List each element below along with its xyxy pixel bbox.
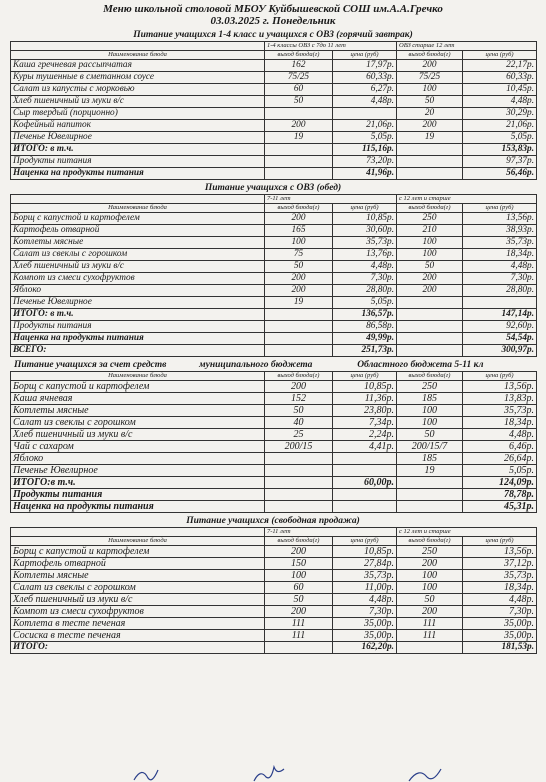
table-row: [11, 60, 537, 72]
dish-price: 35,73р.: [463, 405, 537, 417]
dish-weight: 100: [397, 237, 463, 249]
dish-price: 17,97р.: [333, 60, 397, 72]
dish-weight: 152: [265, 393, 333, 405]
dish-price: 23,80р.: [333, 405, 397, 417]
dish-weight: 25: [265, 429, 333, 441]
dish-price: 5,05р.: [333, 132, 397, 144]
table-row: [11, 381, 537, 393]
dish-price: 2,24р.: [333, 429, 397, 441]
dish-name: Салат из свеклы с горошком: [11, 417, 265, 429]
dish-weight: 50: [397, 594, 463, 606]
dish-weight: 200: [265, 606, 333, 618]
table-row: [11, 630, 537, 642]
dish-weight: 200: [397, 285, 463, 297]
dish-price: 27,84р.: [333, 558, 397, 570]
dish-price: 7,30р.: [463, 606, 537, 618]
dish-name: Борщ с капустой и картофелем: [11, 381, 265, 393]
dish-weight: 19: [265, 132, 333, 144]
dish-weight: 250: [397, 213, 463, 225]
dish-price: 4,48р.: [463, 429, 537, 441]
dish-weight: 100: [397, 570, 463, 582]
s4-rows: [11, 546, 537, 642]
dish-price: 60,33р.: [333, 72, 397, 84]
dish-price: 4,48р.: [333, 594, 397, 606]
dish-weight: 185: [397, 393, 463, 405]
dish-weight: [265, 453, 333, 465]
s1-total-label: ИТОГО: в т.ч.: [11, 144, 265, 156]
breakfast-table: 1-4 классы ОВЗ с 7до 11 лет ОВЗ старше 12 лет Наименование блюда выход блюда(г) цена (руб) выход блюда(г) цена (руб) Каша гречневая рассыпчатая 162 17,97р. 200 22,17р. Куры тушенные в сметанном соусе 75/25 60,33р. 75/25 60,33р. Салат из капусты с морковью 60 6,27р. 100 10,45р. Хлеб пшеничный из муки в/с 50 4,48р. 50 4,48р. Сыр твердый (порционно) 20 30,29р. Кофейный напиток 200 21,06р. 200 21,06р. Печенье Ювелирное 19 5,05р. 19 5,05р. ИТОГО: в т.ч. 115,16р. 153,83р. Продукты питания 73,20р. 97,37р. Наценка на продукты питания 41,96р. 56,46р.: [10, 41, 537, 180]
dish-weight: 111: [397, 618, 463, 630]
dish-weight: 50: [397, 261, 463, 273]
dish-weight: 100: [397, 84, 463, 96]
dish-price: 10,45р.: [463, 84, 537, 96]
dish-weight: 165: [265, 225, 333, 237]
dish-weight: 50: [265, 261, 333, 273]
date-line: 03.03.2025 г. Понедельник: [210, 15, 336, 27]
col-dish-name: Наименование блюда: [11, 51, 265, 60]
dish-price: 26,64р.: [463, 453, 537, 465]
dish-weight: 40: [265, 417, 333, 429]
table-row: [11, 297, 537, 309]
dish-price: 22,17р.: [463, 60, 537, 72]
dish-name: Салат из капусты с морковью: [11, 84, 265, 96]
dish-price: 13,56р.: [463, 381, 537, 393]
table-row: [11, 441, 537, 453]
dish-name: Котлета в тесте печеная: [11, 618, 265, 630]
dish-price: 35,00р.: [463, 618, 537, 630]
table-row: [11, 120, 537, 132]
dish-price: 35,00р.: [333, 618, 397, 630]
dish-name: Кофейный напиток: [11, 120, 265, 132]
table-row: [11, 237, 537, 249]
dish-weight: 60: [265, 582, 333, 594]
table-row: [11, 225, 537, 237]
dish-price: 10,85р.: [333, 213, 397, 225]
dish-weight: 50: [397, 429, 463, 441]
dish-name: Борщ с капустой и картофелем: [11, 213, 265, 225]
dish-weight: 50: [265, 594, 333, 606]
dish-weight: 162: [265, 60, 333, 72]
dish-name: Картофель отварной: [11, 558, 265, 570]
dish-name: Котлеты мясные: [11, 570, 265, 582]
dish-weight: 100: [265, 237, 333, 249]
dish-price: 21,06р.: [333, 120, 397, 132]
table-row: [11, 417, 537, 429]
s2-rows: [11, 213, 537, 309]
dish-name: Компот из смеси сухофруктов: [11, 273, 265, 285]
dish-price: 30,60р.: [333, 225, 397, 237]
dish-price: 10,85р.: [333, 546, 397, 558]
dish-price: 11,00р.: [333, 582, 397, 594]
table-row: [11, 405, 537, 417]
dish-price: 18,34р.: [463, 582, 537, 594]
dish-name: Каша ячневая: [11, 393, 265, 405]
dish-weight: 100: [397, 249, 463, 261]
dish-weight: 75: [265, 249, 333, 261]
school-title: Меню школьной столовой МБОУ Куйбышевской СОШ им.А.А.Гречко: [103, 3, 443, 15]
dish-weight: 100: [397, 405, 463, 417]
table-row: [11, 72, 537, 84]
table-row: [11, 570, 537, 582]
dish-price: 5,05р.: [463, 465, 537, 477]
dish-price: 60,33р.: [463, 72, 537, 84]
table-row: [11, 393, 537, 405]
dish-name: Хлеб пшеничный из муки в/с: [11, 429, 265, 441]
dish-weight: 50: [397, 96, 463, 108]
dish-weight: 200: [397, 606, 463, 618]
dish-name: Хлеб пшеничный из муки в/с: [11, 261, 265, 273]
table-row: [11, 429, 537, 441]
dish-price: [333, 453, 397, 465]
table-row: [11, 453, 537, 465]
dish-weight: 200: [397, 558, 463, 570]
dish-price: 28,80р.: [463, 285, 537, 297]
dish-name: Сосиска в тесте печеная: [11, 630, 265, 642]
dish-weight: 200: [265, 273, 333, 285]
s1-group-young: 1-4 классы ОВЗ с 7до 11 лет: [265, 42, 397, 51]
table-row: [11, 261, 537, 273]
dish-weight: 200/15: [265, 441, 333, 453]
dish-weight: 100: [265, 570, 333, 582]
dish-weight: 200/15/7: [397, 441, 463, 453]
dish-price: [333, 108, 397, 120]
table-row: [11, 213, 537, 225]
dish-name: Салат из свеклы с горошком: [11, 582, 265, 594]
dish-weight: 75/25: [265, 72, 333, 84]
dish-weight: 200: [397, 273, 463, 285]
table-row: [11, 546, 537, 558]
dish-price: 28,80р.: [333, 285, 397, 297]
dish-price: 10,85р.: [333, 381, 397, 393]
dish-name: Котлеты мясные: [11, 237, 265, 249]
dish-price: 13,56р.: [463, 213, 537, 225]
dish-name: Хлеб пшеничный из муки в/с: [11, 594, 265, 606]
free-sale-table: 7-11 лет с 12 лет и старше Наименование блюда выход блюда(г) цена (руб) выход блюда(г) цена (руб) Борщ с капустой и картофелем 200 10,85р. 250 13,56р. Картофель отварной 150 27,84р. 200 37,12р. Котлеты мясные 100 35,73р. 100 35,73р. Салат из свеклы с горошком 60 11,00р. 100 18,34р. Хлеб пшеничный из муки в/с 50 4,48р. 50 4,48р. Компот из смеси сухофруктов 200 7,30р. 200 7,30р. Котлета в тесте печеная 111 35,00р. 111 35,00р. Сосиска в тесте печеная 111 35,00р. 111 35,00р. ИТОГО: 162,20р. 181,53р.: [10, 527, 537, 654]
dish-price: 35,00р.: [463, 630, 537, 642]
table-row: [11, 465, 537, 477]
budget-table: Наименование блюда выход блюда(г) цена (руб) выход блюда(г) цена (руб) Борщ с капустой и картофелем 200 10,85р. 250 13,56р. Каша ячневая 152 11,36р. 185 13,83р. Котлеты мясные 50 23,80р. 100 35,73р. Салат из свеклы с горошком 40 7,34р. 100 18,34р. Хлеб пшеничный из муки в/с 25 2,24р. 50 4,48р. Чай с сахаром 200/15 4,41р. 200/15/7 6,46р. Яблоко 185 26,64р. Печенье Ювелирное 19 5,05р. ИТОГО:в т.ч. 60,00р. 124,09р. Продукты питания 78,78р. Наценка на продукты питания 45,31р.: [10, 371, 537, 513]
dish-weight: 60: [265, 84, 333, 96]
table-row: [11, 249, 537, 261]
dish-name: Печенье Ювелирное: [11, 297, 265, 309]
table-row: [11, 285, 537, 297]
dish-price: 35,73р.: [463, 237, 537, 249]
dish-price: 4,48р.: [463, 96, 537, 108]
dish-price: 4,41р.: [333, 441, 397, 453]
dish-price: 6,46р.: [463, 441, 537, 453]
dish-price: 7,30р.: [463, 273, 537, 285]
table-row: [11, 108, 537, 120]
dish-price: 4,48р.: [463, 261, 537, 273]
dish-weight: 185: [397, 453, 463, 465]
dish-price: 7,34р.: [333, 417, 397, 429]
s3-rows: [11, 381, 537, 477]
dish-weight: 210: [397, 225, 463, 237]
s4-title: Питание учащихся (свободная продажа): [186, 516, 360, 526]
dish-price: [463, 297, 537, 309]
dish-price: 38,93р.: [463, 225, 537, 237]
s1-group-old: ОВЗ старше 12 лет: [397, 42, 537, 51]
menu-sheet: [4, 0, 542, 782]
dish-price: 37,12р.: [463, 558, 537, 570]
lunch-ovz-table: 7-11 лет с 12 лет и старше Наименование блюда выход блюда(г) цена (руб) выход блюда(г) цена (руб) Борщ с капустой и картофелем 200 10,85р. 250 13,56р. Картофель отварной 165 30,60р. 210 38,93р. Котлеты мясные 100 35,73р. 100 35,73р. Салат из свеклы с горошком 75 13,76р. 100 18,34р. Хлеб пшеничный из муки в/с 50 4,48р. 50 4,48р. Компот из смеси сухофруктов 200 7,30р. 200 7,30р. Яблоко 200 28,80р. 200 28,80р. Печенье Ювелирное 19 5,05р. ИТОГО: в т.ч. 136,57р. 147,14р. Продукты питания 86,58р. 92,60р. Наценка на продукты питания 49,99р. 54,54р. ВСЕГО: 251,73р. 300,97р.: [10, 194, 537, 357]
dish-weight: 200: [265, 546, 333, 558]
dish-price: 4,48р.: [463, 594, 537, 606]
table-row: [11, 96, 537, 108]
s1-rows: [11, 60, 537, 144]
dish-name: Борщ с капустой и картофелем: [11, 546, 265, 558]
dish-price: 7,30р.: [333, 273, 397, 285]
dish-name: Чай с сахаром: [11, 441, 265, 453]
dish-weight: [397, 297, 463, 309]
dish-price: 13,83р.: [463, 393, 537, 405]
dish-weight: 250: [397, 546, 463, 558]
dish-weight: 200: [397, 60, 463, 72]
dish-price: 18,34р.: [463, 417, 537, 429]
s1-title: Питание учащихся 1-4 класс и учащихся с ОВЗ (горячий завтрак): [133, 30, 413, 40]
dish-name: Яблоко: [11, 453, 265, 465]
dish-weight: 111: [265, 630, 333, 642]
dish-weight: 100: [397, 582, 463, 594]
dish-weight: 20: [397, 108, 463, 120]
dish-weight: 100: [397, 417, 463, 429]
dish-price: 30,29р.: [463, 108, 537, 120]
dish-price: 7,30р.: [333, 606, 397, 618]
dish-weight: 200: [265, 120, 333, 132]
dish-name: Сыр твердый (порционно): [11, 108, 265, 120]
table-row: [11, 582, 537, 594]
dish-price: 11,36р.: [333, 393, 397, 405]
dish-price: 4,48р.: [333, 261, 397, 273]
menu-header: [4, 3, 542, 27]
dish-price: 18,34р.: [463, 249, 537, 261]
dish-price: 35,73р.: [463, 570, 537, 582]
s2-title: Питание учащихся с ОВЗ (обед): [204, 183, 342, 193]
table-row: [11, 132, 537, 144]
s3-title: Питание учащихся за счет средств муниципального бюджета Областного бюджета 5-11 кл: [14, 360, 484, 370]
dish-weight: [265, 108, 333, 120]
dish-weight: 200: [265, 213, 333, 225]
dish-name: Яблоко: [11, 285, 265, 297]
dish-price: 5,05р.: [463, 132, 537, 144]
dish-price: 21,06р.: [463, 120, 537, 132]
table-row: [11, 558, 537, 570]
dish-name: Хлеб пшеничный из муки в/с: [11, 96, 265, 108]
dish-name: Картофель отварной: [11, 225, 265, 237]
dish-weight: 19: [265, 297, 333, 309]
table-row: [11, 273, 537, 285]
dish-weight: 75/25: [397, 72, 463, 84]
dish-weight: 50: [265, 405, 333, 417]
dish-price: 35,00р.: [333, 630, 397, 642]
dish-price: 6,27р.: [333, 84, 397, 96]
dish-weight: 200: [265, 381, 333, 393]
dish-price: 5,05р.: [333, 297, 397, 309]
dish-weight: 111: [265, 618, 333, 630]
dish-price: 4,48р.: [333, 96, 397, 108]
dish-name: Каша гречневая рассыпчатая: [11, 60, 265, 72]
dish-weight: 19: [397, 132, 463, 144]
dish-price: 13,56р.: [463, 546, 537, 558]
dish-name: Куры тушенные в сметанном соусе: [11, 72, 265, 84]
table-row: [11, 594, 537, 606]
dish-price: 13,76р.: [333, 249, 397, 261]
dish-name: Печенье Ювелирное: [11, 132, 265, 144]
dish-price: 35,73р.: [333, 237, 397, 249]
dish-name: Котлеты мясные: [11, 405, 265, 417]
dish-price: [333, 465, 397, 477]
dish-price: 35,73р.: [333, 570, 397, 582]
dish-weight: 250: [397, 381, 463, 393]
table-row: [11, 606, 537, 618]
dish-weight: 150: [265, 558, 333, 570]
dish-weight: 200: [397, 120, 463, 132]
dish-weight: [265, 465, 333, 477]
dish-weight: 111: [397, 630, 463, 642]
dish-weight: 200: [265, 285, 333, 297]
dish-weight: 50: [265, 96, 333, 108]
dish-name: Салат из свеклы с горошком: [11, 249, 265, 261]
dish-weight: 19: [397, 465, 463, 477]
table-row: [11, 618, 537, 630]
table-row: [11, 84, 537, 96]
signature-marks: [4, 764, 546, 782]
dish-name: Печенье Ювелирное: [11, 465, 265, 477]
dish-name: Компот из смеси сухофруктов: [11, 606, 265, 618]
